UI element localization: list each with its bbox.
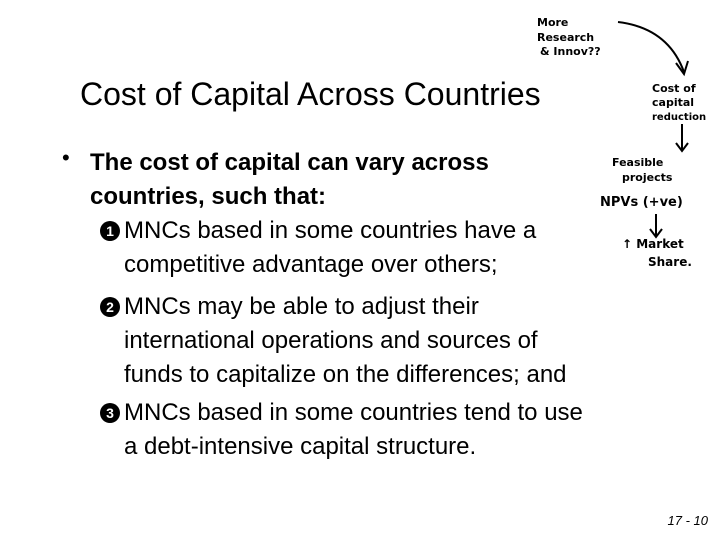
sub-item-3-line-1: MNCs based in some countries tend to use (124, 399, 583, 426)
note-cost: Cost of (652, 82, 696, 95)
page-number: 17 - 10 (667, 513, 708, 528)
down-arrow-2-icon (650, 214, 662, 237)
sub-item-2-line-2: international operations and sources of (124, 327, 538, 354)
main-bullet-line-2: countries, such that: (90, 183, 327, 210)
number-circle-1: 1 (100, 221, 120, 241)
note-more: More (537, 16, 569, 29)
down-arrow-1-icon (676, 124, 688, 151)
sub-item-3-line-2: a debt-intensive capital structure. (124, 433, 477, 460)
sub-item-2-line-3: funds to capitalize on the differences; and (124, 361, 567, 388)
number-circle-2: 2 (100, 297, 120, 317)
note-npvs: NPVs (+ve) (600, 195, 683, 210)
sub-item-1-line-1: MNCs based in some countries have a (124, 217, 537, 244)
note-feasible: Feasible (612, 156, 664, 169)
curved-arrow-icon (618, 22, 684, 72)
number-circle-3: 3 (100, 403, 120, 423)
bullet-marker: • (62, 145, 70, 170)
slide-title: Cost of Capital Across Countries (80, 76, 541, 112)
main-bullet-line-1: The cost of capital can vary across (90, 149, 489, 176)
note-reduction: reduction (652, 112, 707, 123)
note-share: Share. (648, 255, 692, 269)
sub-item-2-line-1: MNCs may be able to adjust their (124, 293, 479, 320)
note-capital: capital (652, 96, 695, 109)
note-research: Research (537, 31, 595, 44)
note-innov: & Innov?? (540, 45, 601, 58)
note-market: ↑ Market (622, 237, 684, 251)
sub-item-1-line-2: competitive advantage over others; (124, 251, 498, 278)
note-projects: projects (622, 171, 673, 184)
